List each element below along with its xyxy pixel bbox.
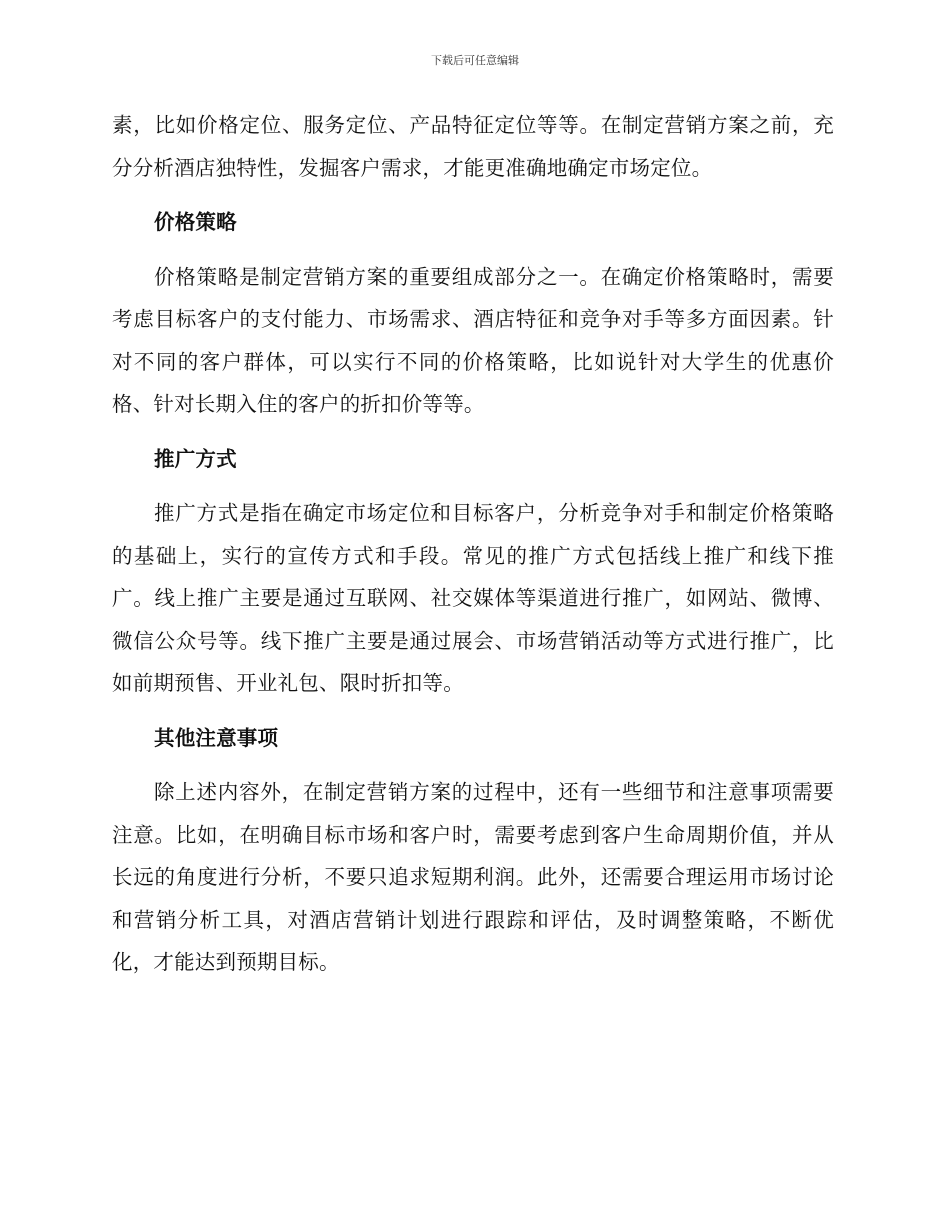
other-paragraph: 除上述内容外，在制定营销方案的过程中，还有一些细节和注意事项需要注意。比如，在明确目标市场和客户时，需要考虑到客户生命周期价值，并从长远的角度进行分析，不要只追求短期利润。此外，还需要合理运用市场讨论和营销分析工具，对酒店营销计划进行跟踪和评估，及时调整策略，不断优化，才能达到预期目标。	[112, 780, 834, 974]
section-heading-promotion: 推广方式	[154, 446, 237, 471]
intro-paragraph: 素，比如价格定位、服务定位、产品特征定位等等。在制定营销方案之前，充分分析酒店独特性，发掘客户需求，才能更准确地确定市场定位。	[112, 113, 834, 180]
price-paragraph: 价格策略是制定营销方案的重要组成部分之一。在确定价格策略时，需要考虑目标客户的支付能力、市场需求、酒店特征和竞争对手等多方面因素。针对不同的客户群体，可以实行不同的价格策略，比如说针对大学生的优惠价格、针对长期入住的客户的折扣价等等。	[112, 264, 834, 416]
promotion-paragraph: 推广方式是指在确定市场定位和目标客户，分析竞争对手和制定价格策略的基础上，实行的宣传方式和手段。常见的推广方式包括线上推广和线下推广。线上推广主要是通过互联网、社交媒体等渠道进行推广，如网站、微博、微信公众号等。线下推广主要是通过展会、市场营销活动等方式进行推广，比如前期预售、开业礼包、限时折扣等。	[112, 501, 834, 695]
section-heading-price: 价格策略	[154, 210, 237, 234]
document-body	[112, 104, 834, 996]
header-note: 下载后可任意编辑	[431, 54, 519, 67]
section-heading-other: 其他注意事项	[154, 725, 279, 750]
